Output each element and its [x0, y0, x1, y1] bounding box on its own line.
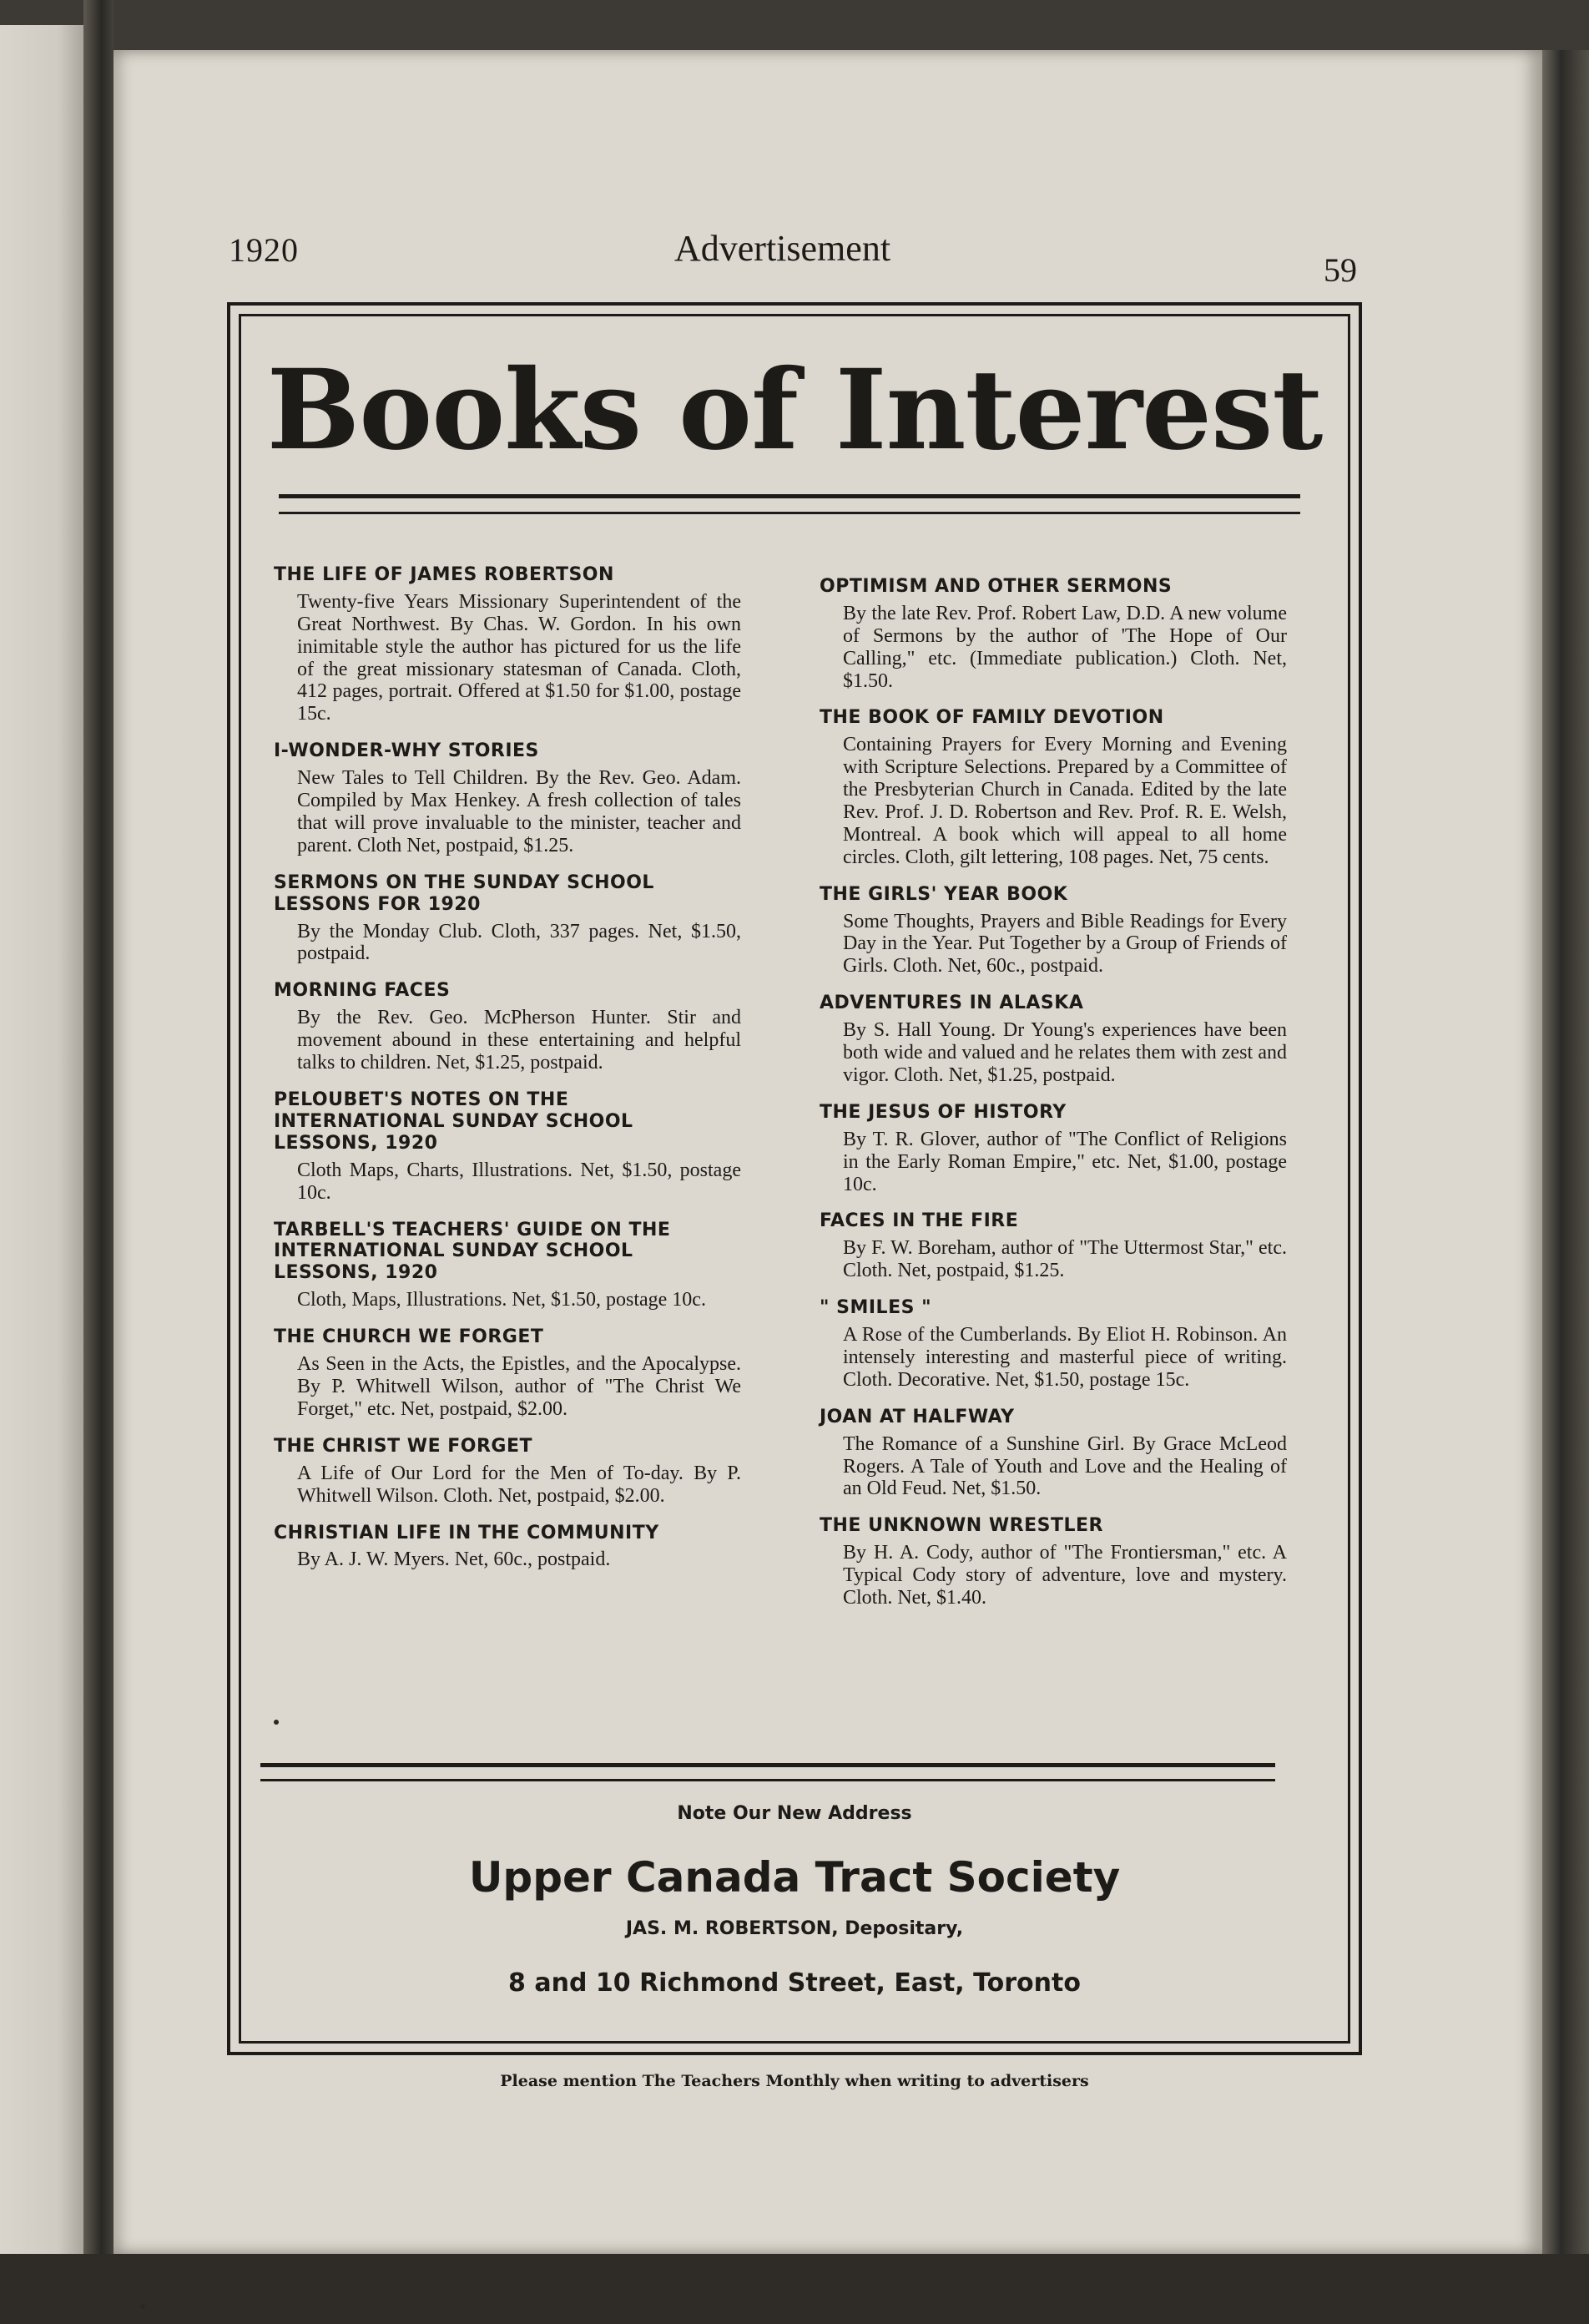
- book-entry: [820, 707, 1287, 868]
- book-description: A Rose of the Cumberlands. By Eliot H. Robinson. An intensely interesting and masterful piece of writing. Cloth. Decorative. Net, $1.50, postage 15c.: [843, 1324, 1287, 1391]
- book-entry: [274, 740, 741, 856]
- book-description: By the Monday Club. Cloth, 337 pages. Net, $1.50, postpaid.: [297, 920, 741, 965]
- book-entry: [274, 1326, 741, 1421]
- book-entry: [274, 1523, 741, 1572]
- book-description: As Seen in the Acts, the Epistles, and the Apocalypse. By P. Whitwell Wilson, author of "The Christ We Forget," etc. Net, postpaid, $2.00.: [297, 1353, 741, 1420]
- book-entry: [274, 1436, 741, 1508]
- book-description: By T. R. Glover, author of "The Conflict of Religions in the Early Roman Empire," etc. Net, $1.00, postage 10c.: [843, 1128, 1287, 1195]
- print-speck: [274, 1720, 279, 1725]
- title-rule: [279, 494, 1300, 514]
- book-description: Containing Prayers for Every Morning and Evening with Scripture Selections. Prepared by a Committee of the Presbyterian Church in Canada. Edited by the late Rev. Prof. J. D. Robertson and Rev. Prof. R. E. Welsh, Montreal. A book which will appeal to all home circles. Cloth, gilt lettering, 108 pages. Net, 75 cents.: [843, 734, 1287, 868]
- book-title: OPTIMISM AND OTHER SERMONS: [820, 576, 1173, 597]
- book-title: JOAN AT HALFWAY: [820, 1406, 1015, 1427]
- book-entry: [274, 980, 741, 1074]
- book-entry: [274, 1220, 741, 1312]
- book-entry: [820, 884, 1287, 978]
- book-title: " SMILES ": [820, 1297, 932, 1319]
- book-title: THE CHRIST WE FORGET: [274, 1435, 533, 1457]
- book-entry: [274, 1089, 741, 1205]
- book-title: PELOUBET'S NOTES ON THE INTERNATIONAL SUNDAY SCHOOL LESSONS, 1920: [274, 1089, 633, 1154]
- book-description: Some Thoughts, Prayers and Bible Readings for Every Day in the Year. Put Together by a Group of Friends of Girls. Cloth. Net, 60c., postpaid.: [843, 910, 1287, 978]
- book-description: Cloth Maps, Charts, Illustrations. Net, $1.50, postage 10c.: [297, 1159, 741, 1204]
- book-entry: [820, 1210, 1287, 1282]
- book-title: FACES IN THE FIRE: [820, 1210, 1019, 1232]
- left-column: [274, 564, 741, 1586]
- book-entry: [274, 872, 741, 966]
- book-title: ADVENTURES IN ALASKA: [820, 993, 1084, 1014]
- book-description: By S. Hall Young. Dr Young's experiences have been both wide and valued and he relates them with zest and vigor. Cloth. Net, $1.25, postpaid.: [843, 1019, 1287, 1086]
- book-entry: [820, 1297, 1287, 1392]
- book-description: New Tales to Tell Children. By the Rev. Geo. Adam. Compiled by Max Henkey. A fresh collection of tales that will prove invaluable to the minister, teacher and parent. Cloth Net, postpaid, $1.25.: [297, 767, 741, 856]
- bottom-background: [0, 2254, 1589, 2324]
- book-entry: [820, 993, 1287, 1087]
- book-description: By the Rev. Geo. McPherson Hunter. Stir and movement abound in these entertaining and helpful talks to children. Net, $1.25, postpaid.: [297, 1007, 741, 1074]
- ad-title: Books of Interest: [266, 346, 1323, 475]
- book-entry: [274, 564, 741, 725]
- right-column: [820, 576, 1287, 1624]
- header-title: Advertisement: [674, 228, 891, 269]
- book-entry: [820, 1515, 1287, 1609]
- publisher-name: Upper Canada Tract Society: [468, 1853, 1121, 1902]
- book-title: THE BOOK OF FAMILY DEVOTION: [820, 707, 1164, 729]
- depositary-line: JAS. M. ROBERTSON, Depositary,: [625, 1918, 964, 1939]
- street-address: 8 and 10 Richmond Street, East, Toronto: [508, 1968, 1081, 1998]
- book-description: By H. A. Cody, author of "The Frontiersman," etc. A Typical Cody story of adventure, love and mystery. Cloth. Net, $1.40.: [843, 1542, 1287, 1609]
- book-entry: [820, 1102, 1287, 1196]
- book-description: Cloth, Maps, Illustrations. Net, $1.50, postage 10c.: [297, 1289, 706, 1311]
- book-description: A Life of Our Lord for the Men of To-day. By P. Whitwell Wilson. Cloth. Net, postpaid, $2.00.: [297, 1462, 741, 1507]
- book-title: SERMONS ON THE SUNDAY SCHOOL LESSONS FOR 1920: [274, 872, 654, 915]
- book-entry: [820, 1407, 1287, 1501]
- left-page-edge: [0, 25, 83, 2279]
- book-title: THE CHURCH WE FORGET: [274, 1326, 544, 1348]
- footer-rule: [260, 1763, 1275, 1781]
- book-description: The Romance of a Sunshine Girl. By Grace McLeod Rogers. A Tale of Youth and Love and the Healing of an Old Feud. Net, $1.50.: [843, 1432, 1287, 1500]
- book-title: THE JESUS OF HISTORY: [820, 1101, 1067, 1123]
- book-description: By the late Rev. Prof. Robert Law, D.D. A new volume of Sermons by the author of 'The Hope of Our Calling," etc. (Immediate publication.) Cloth. Net, $1.50.: [843, 602, 1287, 692]
- header-year: 1920: [229, 231, 299, 269]
- print-speck: [140, 2304, 145, 2309]
- book-title: TARBELL'S TEACHERS' GUIDE ON THE INTERNATIONAL SUNDAY SCHOOL LESSONS, 1920: [274, 1219, 671, 1284]
- book-description: By F. W. Boreham, author of "The Uttermost Star," etc. Cloth. Net, postpaid, $1.25.: [843, 1237, 1287, 1282]
- book-entry: [820, 576, 1287, 692]
- book-title: CHRISTIAN LIFE IN THE COMMUNITY: [274, 1522, 659, 1543]
- book-gutter: [83, 0, 114, 2324]
- book-title: I-WONDER-WHY STORIES: [274, 740, 539, 762]
- right-page-edge: [1542, 50, 1589, 2254]
- address-note: Note Our New Address: [677, 1803, 912, 1824]
- book-title: MORNING FACES: [274, 980, 451, 1002]
- page-number: 59: [1324, 251, 1357, 289]
- book-description: By A. J. W. Myers. Net, 60c., postpaid.: [297, 1548, 611, 1571]
- book-title: THE UNKNOWN WRESTLER: [820, 1515, 1103, 1537]
- book-title: THE LIFE OF JAMES ROBERTSON: [274, 564, 614, 585]
- book-description: Twenty-five Years Missionary Superintendent of the Great Northwest. By Chas. W. Gordon. In his own inimitable style the author has pictured for us the life of the great missionary statesman of Canada. Cloth, 412 pages, portrait. Offered at $1.50 for $1.00, postage 15c.: [297, 590, 741, 725]
- book-title: THE GIRLS' YEAR BOOK: [820, 883, 1068, 905]
- advertiser-mention: Please mention The Teachers Monthly when writing to advertisers: [500, 2072, 1089, 2090]
